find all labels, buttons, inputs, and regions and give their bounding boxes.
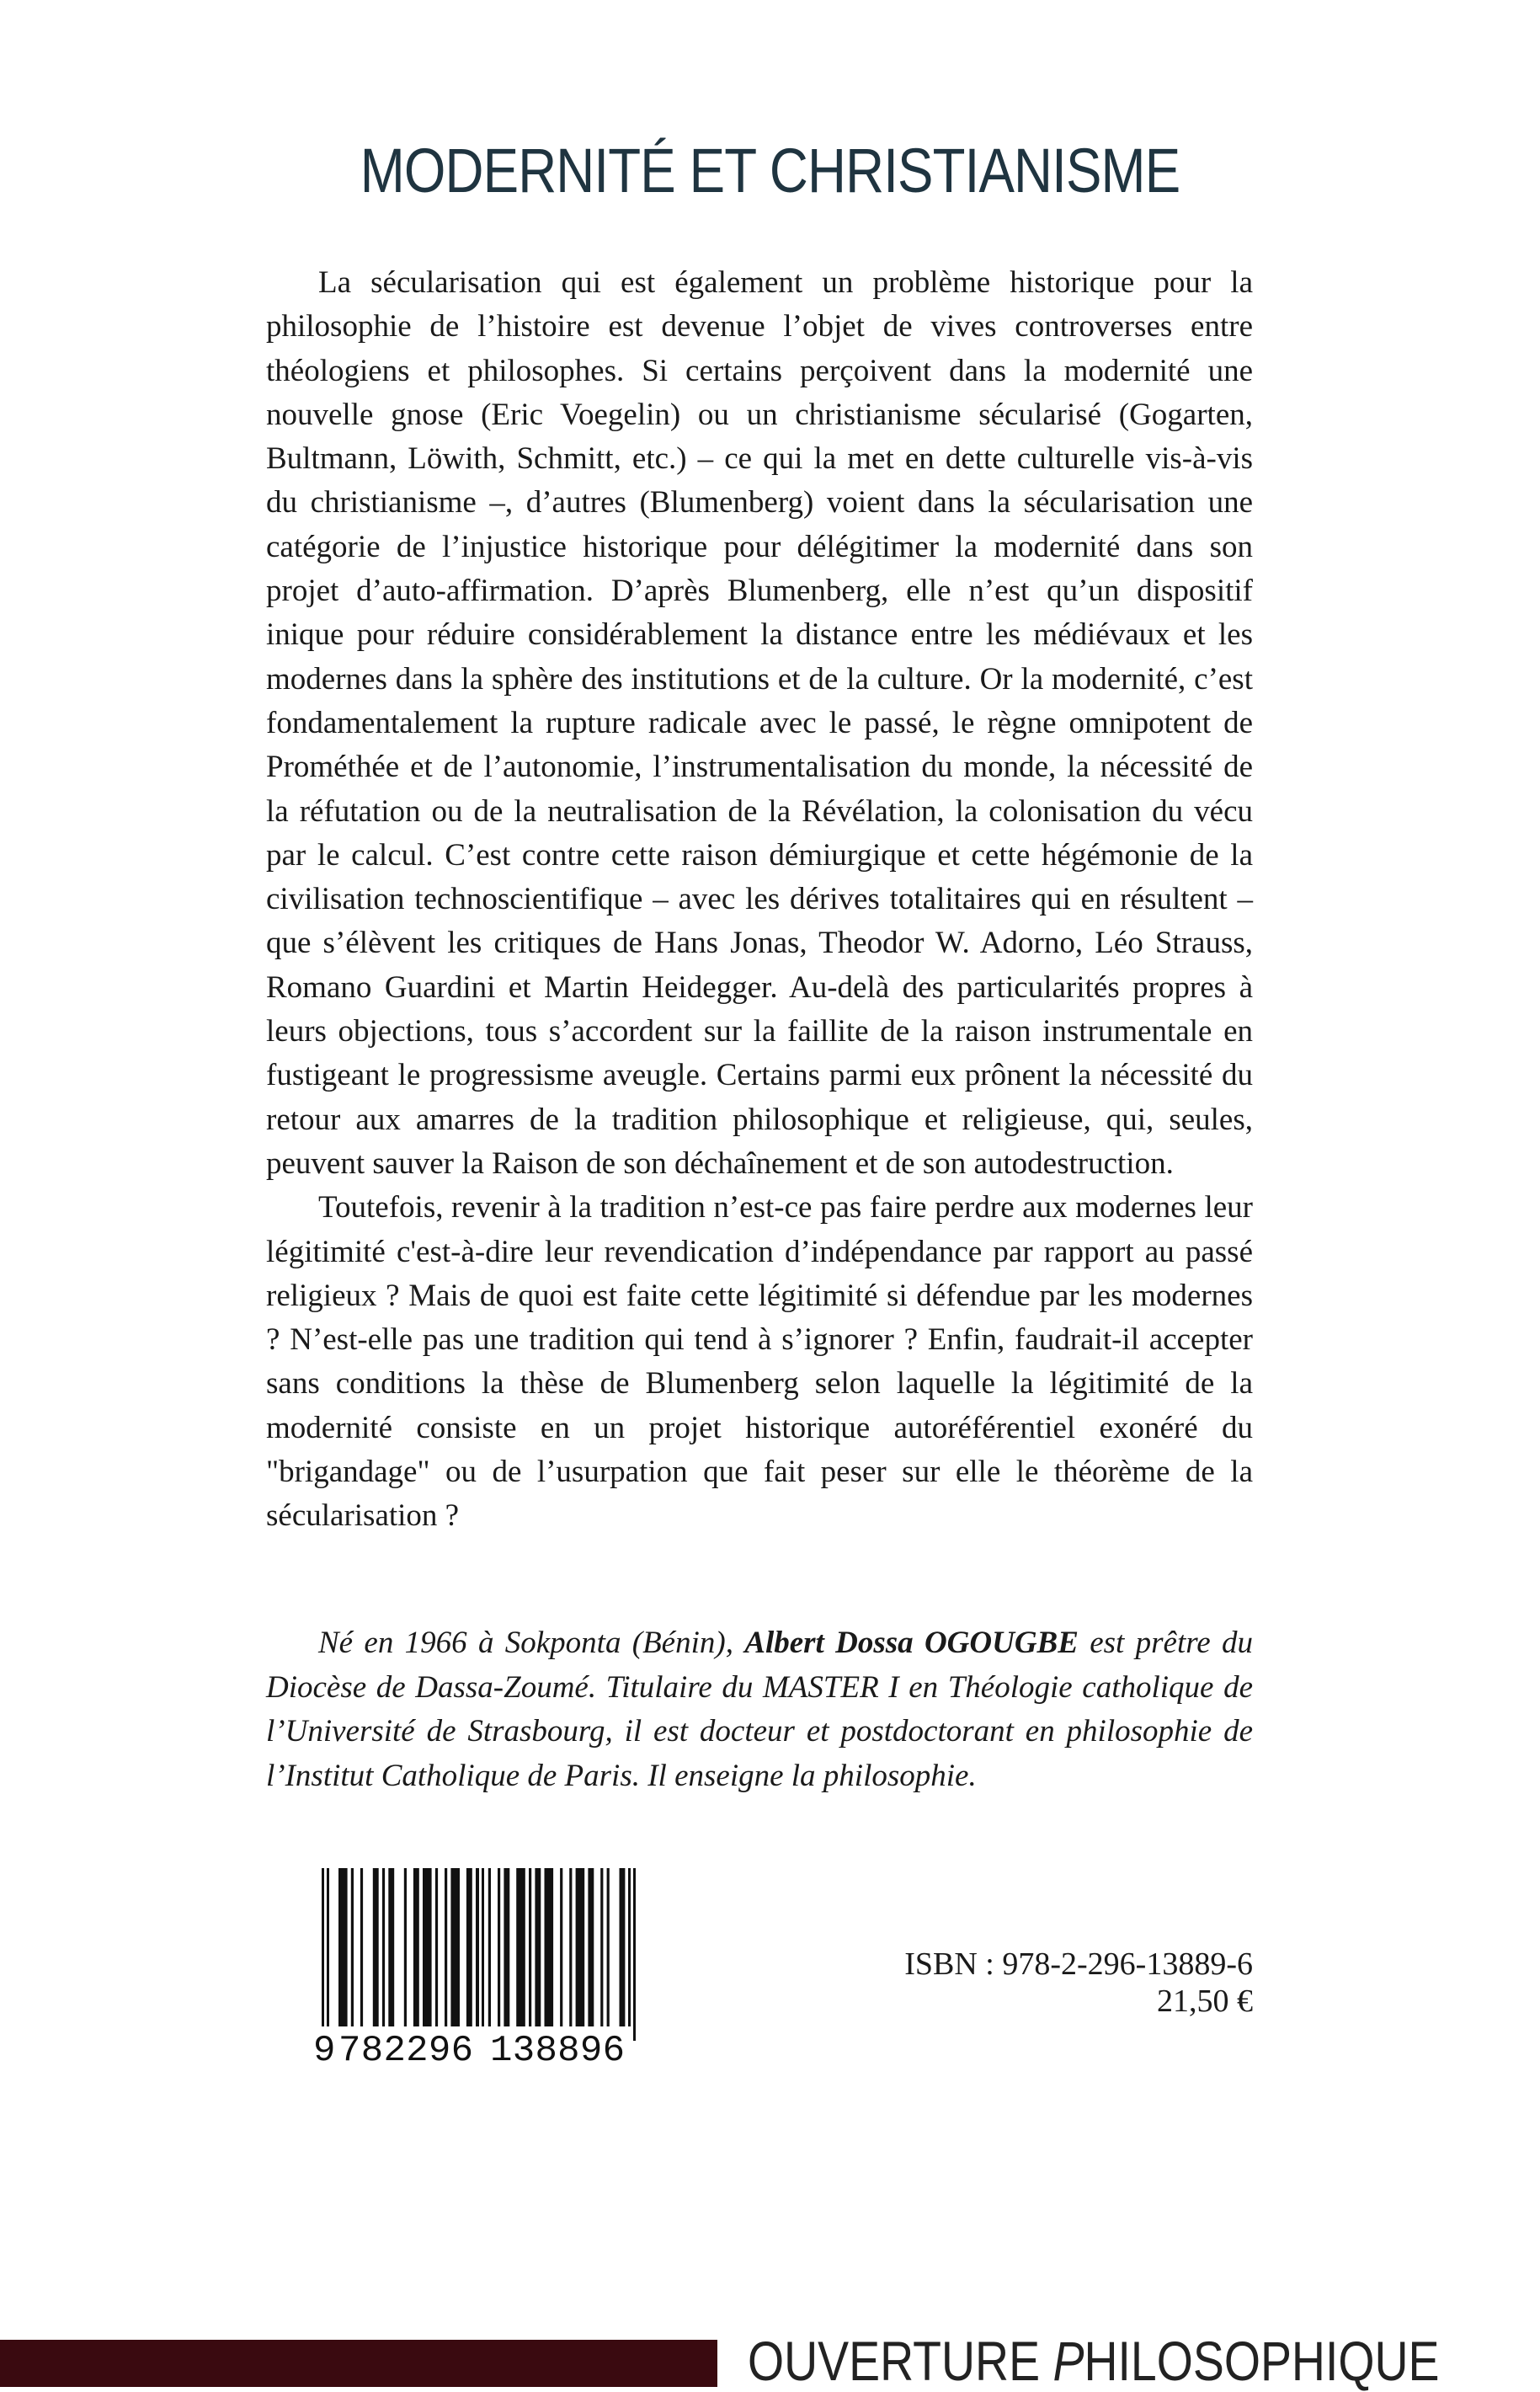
- paragraph-1: La sécularisation qui est également un problème historique pour la philosophie de l’histoire est devenue l’objet de vives controverses entre théologiens et philosophes. Si certains perçoivent dans la modernité une nouvelle gnose (Eric Voegelin) ou un christianisme sécularisé (Gogarten, Bultmann, Löwith, Schmitt, etc.) – ce qui la met en dette culturelle vis-à-vis du christianisme –, d’autres (Blumenberg) voient dans la sécularisation une catégorie de l’injustice historique pour délégitimer la modernité dans son projet d’auto-affirmation. D’après Blumenberg, elle n’est qu’un dispositif inique pour réduire considérablement la distance entre les médiévaux et les modernes dans la sphère des institutions et de la culture. Or la modernité, c’est fondamentalement la rupture radicale avec le passé, le règne omnipotent de Prométhée et de l’autonomie, l’instrumentalisation du monde, la nécessité de la réfutation ou de la neutralisation de la Révélation, la colonisation du vécu par le calcul. C’est contre cette raison démiurgique et cette hégémonie de la civilisation technoscientifique – avec les dérives totalitaires qui en résultent – que s’élèvent les critiques de Hans Jonas, Theodor W. Adorno, Léo Strauss, Romano Guardini et Martin Heidegger. Au-delà des particularités propres à leurs objections, tous s’accordent sur la faillite de la raison instrumentale en fustigeant le progressisme aveugle. Certains parmi eux prônent la nécessité du retour aux amarres de la tradition philosophique et religieuse, qui, seules, peuvent sauver la Raison de son déchaînement et de son autodestruction.: [266, 265, 1253, 1181]
- bio-prefix: Né en 1966 à Sokponta (Bénin),: [318, 1626, 745, 1660]
- barcode-bar: [382, 1868, 385, 2026]
- barcode-guard: [628, 1868, 631, 2041]
- barcode-right-digits: 138896: [490, 2030, 625, 2064]
- barcode-bar: [360, 1868, 363, 2026]
- bio-suffix: est prêtre du Diocèse de Dassa-Zoumé. Titulaire du MASTER I en Théologie catholique de l’Université de Strasbourg, il est docteur et postdoctorant en philosophie de l’Institut Catholique de Paris. Il enseigne la philosophie.: [266, 1626, 1253, 1793]
- barcode-guard: [482, 1868, 484, 2041]
- paragraph-2: Toutefois, revenir à la tradition n’est-ce pas faire perdre aux modernes leur légitimité c'est-à-dire leur revendication d’indépendance par rapport au passé religieux ? Mais de quoi est faite cette légitimité si défendue par les modernes ? N’est-elle pas une tradition qui tend à s’ignorer ? Enfin, faudrait-il accepter sans conditions la thèse de Blumenberg selon laquelle la légitimité de la modernité consiste en un projet historique autoréférentiel exonéré du "brigandage" ou de l’usurpation que fait peser sur elle le théorème de la sécularisation ?: [266, 1190, 1253, 1534]
- author-name: Albert Dossa OGOUGBE: [744, 1626, 1079, 1660]
- barcode-bar: [529, 1868, 531, 2026]
- barcode-bar: [413, 1868, 419, 2026]
- barcode-bar: [504, 1868, 509, 2026]
- collection-bar: [0, 2340, 717, 2387]
- barcode-bar: [498, 1868, 500, 2026]
- barcode-bar: [620, 1868, 626, 2026]
- barcode-guard: [327, 1868, 329, 2041]
- barcode-bar: [560, 1868, 562, 2026]
- barcode-bar: [569, 1868, 572, 2026]
- barcode-bar: [488, 1868, 491, 2026]
- barcode-bar: [607, 1868, 610, 2026]
- barcode: [313, 1868, 642, 2064]
- barcode-guard: [633, 1868, 636, 2041]
- barcode-bar: [466, 1868, 472, 2026]
- barcode-bars: [322, 1868, 636, 2041]
- isbn-block: [758, 1946, 1253, 2020]
- barcode-bar: [388, 1868, 394, 2026]
- barcode-bar: [423, 1868, 432, 2026]
- collection-word-2: HILOSOPHIQUE: [1084, 2330, 1440, 2392]
- barcode-bar: [450, 1868, 460, 2026]
- barcode-bar: [516, 1868, 525, 2026]
- barcode-bar: [351, 1868, 354, 2026]
- barcode-bar: [576, 1868, 585, 2026]
- barcode-guard: [322, 1868, 324, 2041]
- barcode-bar: [404, 1868, 407, 2026]
- barcode-bar: [545, 1868, 554, 2026]
- barcode-bar: [535, 1868, 541, 2026]
- barcode-bar: [338, 1868, 348, 2026]
- back-cover-text: [266, 261, 1253, 1539]
- barcode-bar: [588, 1868, 594, 2026]
- collection-initial: P: [1052, 2330, 1084, 2392]
- barcode-bar: [373, 1868, 379, 2026]
- barcode-bar: [435, 1868, 438, 2026]
- isbn: ISBN : 978-2-296-13889-6: [904, 1946, 1253, 1982]
- barcode-guard: [477, 1868, 479, 2041]
- author-bio: [266, 1621, 1253, 1798]
- page-title: MODERNITÉ ET CHRISTIANISME: [360, 136, 1180, 206]
- barcode-bar: [445, 1868, 447, 2026]
- collection-word-1: OUVERTURE: [748, 2330, 1053, 2392]
- barcode-first-digit: 9: [313, 2030, 336, 2064]
- collection-name: [748, 2330, 1440, 2392]
- barcode-bar: [600, 1868, 603, 2026]
- barcode-left-digits: 782296: [338, 2030, 473, 2064]
- price: 21,50 €: [1157, 1984, 1253, 2019]
